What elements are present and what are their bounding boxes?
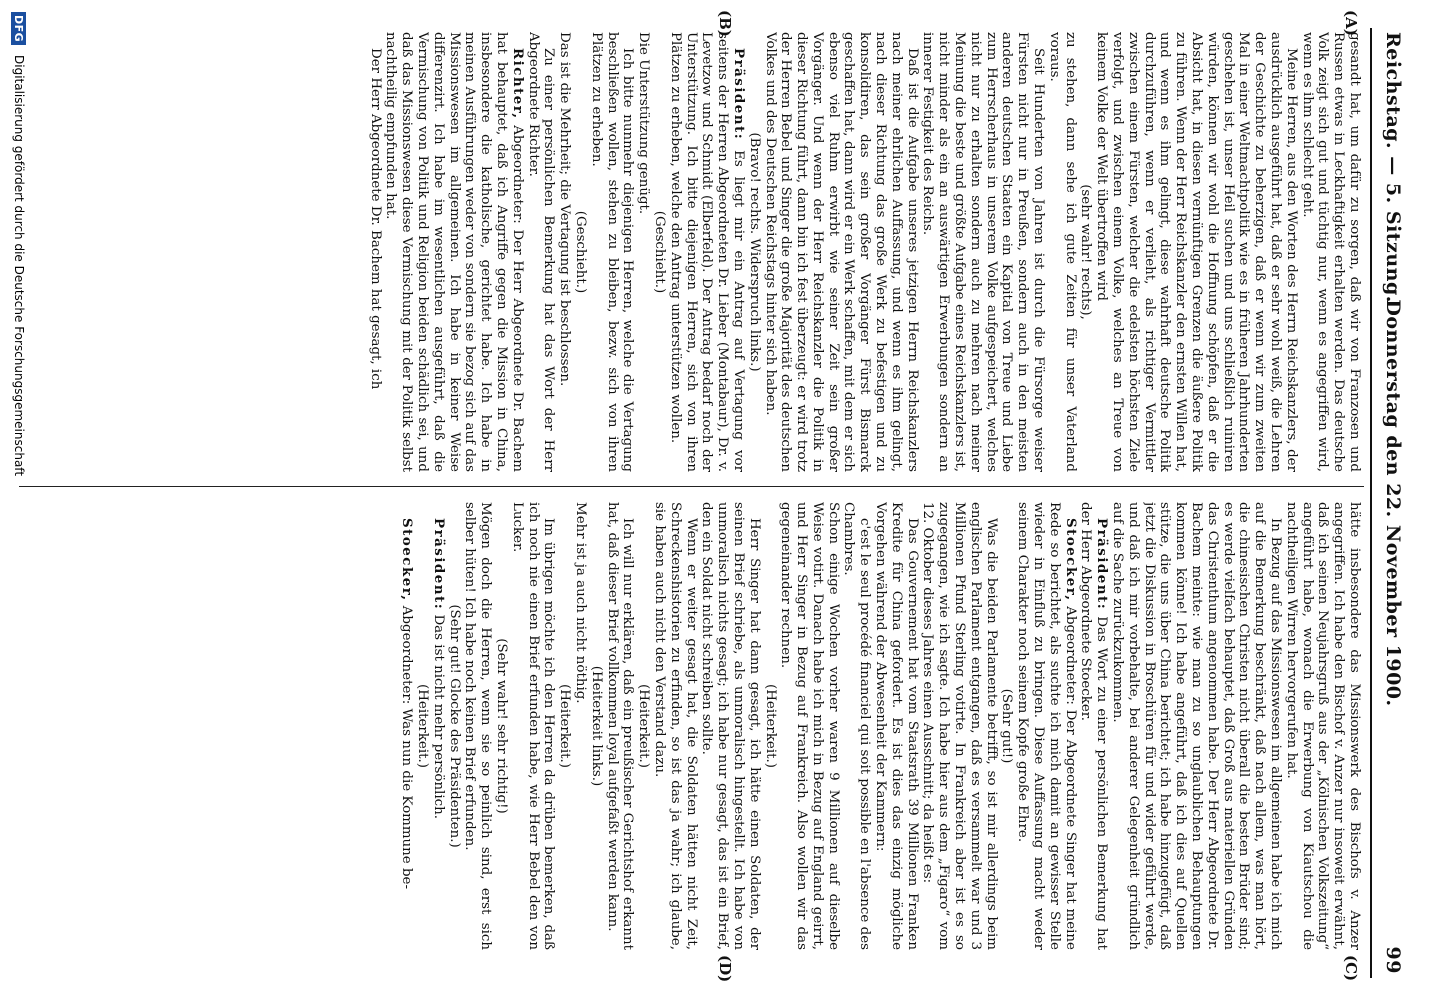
right-column-paragraph: Präsident: Das ist nicht mehr persönlich. — [430, 518, 447, 820]
header-rule — [1370, 28, 1372, 978]
right-column-paragraph: Ich will nur erklären, daß ein preußischer Gerichtshof erkannt hat, daß dieser Brief vollkommen loyal aufgefaßt werden kann. — [604, 502, 636, 950]
right-column-paragraph: Was die beiden Parlamente betrifft, so ist mir allerdings beim englischen Parlament entgangen, daß es versammelt war und 3 Millionen Pfund Sterling votirte. In Frankreich aber ist es so zugegangen, wie ich sagte. Ich habe hier aus dem „Figaro“ vom 12. Oktober dieses Jahres einen Ausschnitt; da heißt es: — [920, 502, 999, 950]
header-date: Donnerstag den 22. November 1900. — [1382, 299, 1404, 707]
right-column-paragraph: Mögen doch die Herren, wenn sie so peinlich sind, erst sich selber hüten! Ich habe noch keinen Brief erfunden. — [462, 502, 494, 950]
right-column-paragraph: Stoecker, Abgeordneter: Der Abgeordnete Singer hat meine Rede so berichtet, als suchte ich mich damit an gewisser Stelle wieder in Einfluß zu bringen. Diese Auffassung macht weder seinem Charakter noch seinem Kopfe große Ehre. — [1015, 502, 1079, 950]
right-column-paragraph: (Sehr gut!) — [999, 688, 1015, 764]
dfg-logo: DFG — [11, 12, 26, 45]
left-column-paragraph: (sehr wahr! rechts), — [1078, 184, 1094, 320]
column-divider — [19, 486, 1364, 487]
right-column-paragraph: (Sehr wahr! sehr richtig!) — [493, 638, 509, 814]
right-column-paragraph: (Heiterkeit.) — [636, 684, 652, 768]
right-column-paragraph: Stoecker, Abgeordneter: Was nun die Kommune be- — [399, 518, 416, 889]
left-column-paragraph: (Geschieht.) — [572, 210, 588, 294]
right-column-paragraph: Das Gouvernement hat vom Staatsrath 39 Millionen Franken Kredite für China gefordert. Es ist dies das einzig mögliche Vorgehen während der Abwesenheit der Kammern: — [873, 502, 920, 950]
right-column-paragraph: c'est le seul procédé financiel qui soit possible en l'absence des Chambres. — [841, 502, 873, 950]
left-column-paragraph: Richter, Abgeordneter: Der Herr Abgeordnete Dr. Bachem hat behauptet, daß ich Angriffe gegen die Mission in China, insbesondere die katholische, gerichtet habe. Ich habe in meinen Ausführungen weder von sondern sie bezog sich auf das Missionswesen im allgemeinen. Ich habe in keiner Weise differenzirt. Ich habe im wesentlichen ausgeführt, daß die Vermischung von Politik und Religion beiden schädlich sei, und daß das Missionswesen diese Vermischung mit der Politik selbst nachtheilig empfunden hat. — [383, 32, 526, 472]
page-footer — [11, 12, 26, 988]
right-column-paragraph: Wenn er weiter gesagt hat, die Soldaten hätten nicht Zeit, Schreckenshistorien zu erfinden, so ist das ja wahr; ich glaube, sie haben auch nicht den Verstand dazu. — [651, 502, 699, 950]
left-column-paragraph: gesandt hat, um dafür zu sorgen, daß wir von Franzosen und Russen etwas in Leckhaftigkeit erhalten werden. Das deutsche Volk zeigt sich gut und tüchtig nur, wenn es angegriffen wird, wenn es ihm schlecht geht. — [1299, 32, 1362, 472]
left-column-paragraph: Ich bitte nunmehr diejenigen Herren, welche die Vertagung beschließen wollen, stehen zu bleiben, bezw. sich von ihren Plätzen zu erheben. — [588, 32, 636, 472]
right-column-paragraph: In Bezug auf das Missionswesen im allgemeinen habe ich mich auf die Bemerkung beschränkt, daß nach allem, was man hört, die chinesischen Christen nicht überall die besten Brüder sind; es werde vielfach behauptet, daß Groß aus materiellen Gründen das Christenthum angenommen habe. Der Herr Abgeordnete Dr. Bachem meinte: wie man zu so unglaublichen Behauptungen kommen könne! Ich habe angeführt, daß ich dies auf Quellen stütze, die uns über China berichtet; ich habe hinzugefügt, daß jetzt die Diskussion in Broschüren für und wider geführt werde, und daß ich mir vorbehalte, bei anderer Gelegenheit gründlich auf die Sache zurückzukommen. — [1110, 502, 1284, 950]
right-column — [12, 502, 1362, 950]
left-column-paragraph: Daß ist die Aufgabe unseres jetzigen Herrn Reichskanzlers nach meiner ehrlichen Auffassung, und wenn es ihm gelingt, nach dieser Richtung das große Werk zu befestigen und zu konsolidiren, das sein großer Vorgänger Fürst Bismarck geschaffen hat, dann wird er ein Werk schaffen, mit dem er sich ebenso viel Ruhm erwirbt wie seiner Zeit sein großer Vorgänger. Und wenn der Herr Reichskanzler die Politik in dieser Richtung führt, dann bin ich fest überzeugt: er wird trotz der Herren Bebel und Singer die große Majorität des deutschen Volkes und des Deutschen Reichstags hinter sich haben. — [762, 32, 920, 472]
right-column-paragraph: Präsident: Das Wort zu einer persönlichen Bemerkung hat der Herr Abgeordnete Stoecker. — [1078, 502, 1111, 950]
right-column-paragraph: Mehr ist ja auch nicht nöthig. — [572, 502, 588, 704]
left-column-paragraph: (Bravo! rechts. Widerspruch links.) — [746, 132, 762, 372]
left-column-paragraph: Das ist die Mehrheit; die Vertagung ist beschlossen. — [557, 32, 573, 387]
header-left: Reichstag. — 5. Sitzung. — [1382, 32, 1404, 303]
left-column-paragraph: Seit Hunderten von Jahren ist durch die Fürsorge weiser Fürsten nicht nur in Preußen, sondern auch in den meisten anderen deutschen Staaten ein Kapital von Treue und Liebe zum Herrscherhaus in unserem Volke aufgespeichert, welches nicht nur zu erhalten sondern auch zu mehren nach meiner Meinung die beste und größte Aufgabe eines Reichskanzlers ist, nicht minder als ein an auswärtigen Erwerbungen sondern an innerer Festigkeit des Reichs. — [920, 32, 1047, 472]
left-column-paragraph: Meine Herren, aus den Worten des Herrn Reichskanzlers, der ausdrücklich ausgeführt hat, daß er sehr wohl weiß, die Lehren der Geschichte zu beherzigen, daß er wenn wir zum zweiten Mal in einer Weltmachtpolitik wie es in früheren Jahrhunderten geschehen ist, unser Heil suchen und uns schließlich ruiniren würden, können wir wohl die Hoffnung schöpfen, daß er die Absicht hat, in diesen vernünftigen Grenzen die äußere Politik zu führen. Wenn der Herr Reichskanzler den ernsten Willen hat, und wenn es ihm gelingt, diese wahrhaft deutsche Politik durchzuführen, wenn er verlieht, als richtiger Vermittler zwischen einem Fürsten, welcher die edelsten höchsten Ziele verfolgt, und zwischen einem Volke, welches an Treue von keinem Volke der Welt übertroffen wird — [1094, 32, 1299, 472]
page-header — [1372, 28, 1412, 978]
right-column-paragraph: (Sehr gut! Glocke des Präsidenten.) — [446, 604, 462, 848]
margin-marker-a: (A) — [1342, 10, 1360, 36]
left-column-paragraph: zu stehen, dann sehe ich gute Zeiten für unser Vaterland voraus. — [1046, 32, 1078, 472]
right-column-paragraph: Herr Singer hat dann gesagt, ich hätte einen Soldaten, der seinen Brief schriebe, als unmoralisch hingestellt. Ich habe von unmoralisch nichts gesagt; ich habe nur gesagt, das ist ein Brief, den ein Soldat nicht schreiben sollte. — [699, 502, 762, 950]
margin-marker-c: (C) — [1342, 955, 1360, 982]
left-column-paragraph: Präsident: Es liegt mir ein Antrag auf Vertagung vor seitens der Herren Abgeordneten Dr. Lieber (Montabaur), Dr. v. Levetzow und Schmidt (Elberfeld). Der Antrag bedarf noch der Unterstützung. Ich bitte diejenigen Herren, sich von ihren Plätzen zu erheben, welche den Antrag unterstützen wollen. — [667, 32, 747, 472]
right-column-paragraph: Im übrigen möchte ich den Herren da drüben bemerken, daß ich noch nie einen Brief erfunden habe, wie Herr Bebel den von Lucker. — [509, 502, 557, 950]
page-number: 99 — [1382, 946, 1404, 974]
right-column-paragraph: (Heiterkeit links.) — [588, 665, 604, 787]
left-column-paragraph: (Geschieht.) — [651, 210, 667, 294]
right-column-paragraph: (Heiterkeit.) — [557, 684, 573, 768]
right-column-paragraph: (Heiterkeit.) — [414, 684, 430, 768]
left-column-paragraph: Zu einer persönlichen Bemerkung hat das Wort der Herr Abgeordnete Richter. — [525, 32, 557, 472]
left-column-paragraph: Die Unterstützung genügt. — [636, 32, 652, 215]
left-column-paragraph: Der Herr Abgeordnete Dr. Bachem hat gesagt, ich — [367, 48, 383, 390]
right-column-paragraph: Schon einige Wochen vorher waren 9 Millionen auf dieselbe Weise votirt. Danach habe ich mich in Bezug auf England geirrt, und Herr Singer in Bezug auf Frankreich. Also wollen wir das gegeneinander rechnen. — [778, 502, 841, 950]
margin-marker-d: (D) — [716, 955, 734, 983]
margin-marker-b: (B) — [716, 10, 734, 37]
right-column-paragraph: (Heiterkeit.) — [762, 684, 778, 768]
footer-credit: Digitalisierung gefördert durch die Deutsche Forschungsgemeinschaft — [12, 55, 26, 477]
left-column — [12, 32, 1362, 472]
right-column-paragraph: hätte insbesondere das Missionswerk des Bischofs v. Anzer angegriffen. Ich habe den Bischof v. Anzer nur insoweit erwähnt, daß ich seinen Neujahrsgruß aus der „Kölnischen Volkszeitung“ angeführt habe, wonach die Erwerbung von Kiautschou die nachtheiligen Wirren hervorgerufen hat. — [1283, 502, 1362, 950]
